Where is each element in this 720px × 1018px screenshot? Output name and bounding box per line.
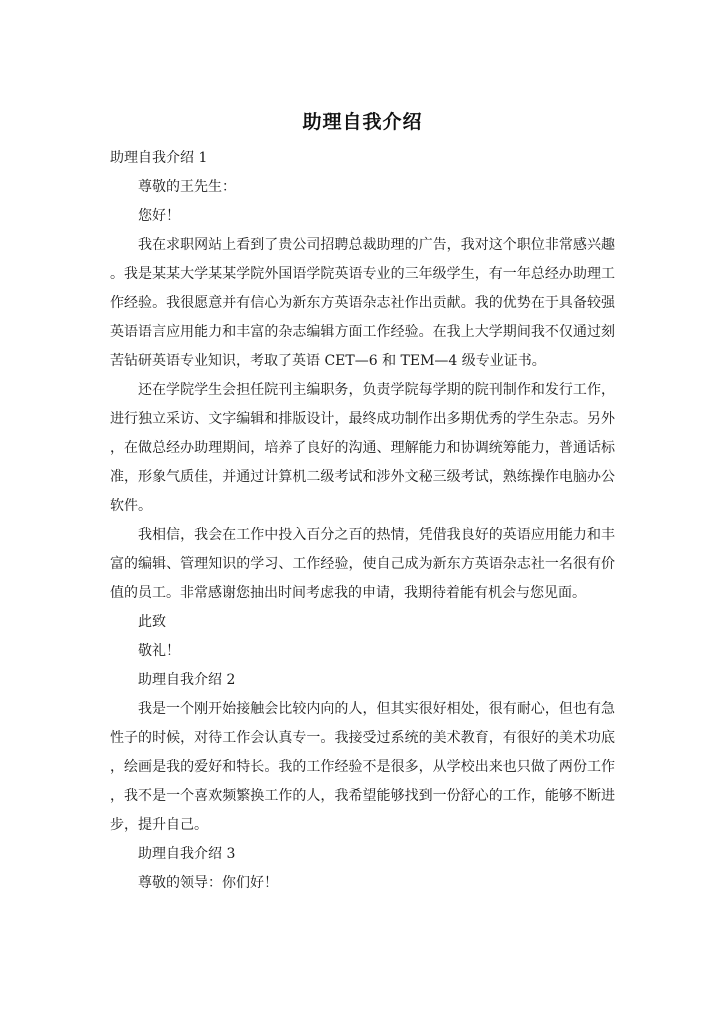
section-heading: 助理自我介绍 1: [110, 150, 208, 166]
body-paragraph: 我是一个刚开始接触会比较内向的人，但其实很好相处，很有耐心，但也有急性子的时候，对待工作会认真专一。我接受过系统的美术教育，有很好的美术功底，绘画是我的爱好和特长。我的工作经验不是很多，从学校出来也只做了两份工作，我不是一个喜欢频繁换工作的人，我希望能够找到一份舒心的工作，能够不断进步，提升自己。: [110, 701, 615, 833]
salutation: 尊敬的王先生：: [138, 179, 236, 195]
body-paragraph: 我相信，我会在工作中投入百分之百的热情，凭借我良好的英语应用能力和丰富的编辑、管理知识的学习、工作经验，使自己成为新东方英语杂志社一名很有价值的员工。非常感谢您抽出时间考虑我的申请，我期待着能有机会与您见面。: [110, 527, 615, 601]
body-paragraph: 我在求职网站上看到了贵公司招聘总裁助理的广告，我对这个职位非常感兴趣。我是某某大学某某学院外国语学院英语专业的三年级学生，有一年总经办助理工作经验。我很愿意并有信心为新东方英语杂志社作出贡献。我的优势在于具备较强英语语言应用能力和丰富的杂志编辑方面工作经验。在我上大学期间我不仅通过刻苦钻研英语专业知识，考取了英语 CET—6 和 TEM—4 级专业证书。: [110, 237, 615, 369]
document-body: [110, 144, 615, 898]
section-heading: 助理自我介绍 3: [138, 846, 236, 862]
closing: 此致: [138, 614, 166, 630]
salutation: 尊敬的领导：你们好！: [138, 875, 278, 891]
greeting: 您好！: [138, 208, 180, 224]
section-heading: 助理自我介绍 2: [138, 672, 236, 688]
document-title: 助理自我介绍: [302, 111, 423, 133]
document-page: [110, 0, 615, 898]
body-paragraph: 还在学院学生会担任院刊主编职务，负责学院每学期的院刊制作和发行工作，进行独立采访、文字编辑和排版设计，最终成功制作出多期优秀的学生杂志。另外，在做总经办助理期间，培养了良好的沟通、理解能力和协调统筹能力，普通话标准，形象气质佳，并通过计算机二级考试和涉外文秘三级考试，熟练操作电脑办公软件。: [110, 382, 615, 514]
closing-salute: 敬礼！: [138, 643, 180, 659]
